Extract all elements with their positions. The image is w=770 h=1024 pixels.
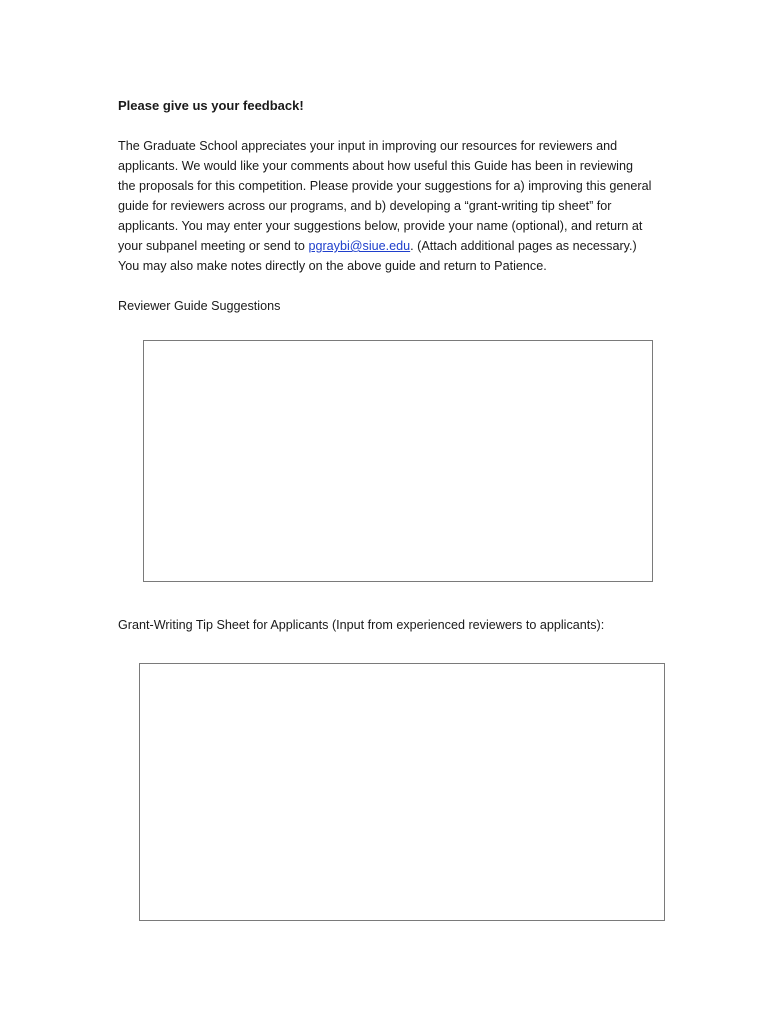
- intro-line: applicants. You may enter your suggestions below, provide your name (optional), and return at: [118, 219, 643, 233]
- reviewer-guide-label: Reviewer Guide Suggestions: [118, 299, 281, 313]
- tip-sheet-label: Grant-Writing Tip Sheet for Applicants (Input from experienced reviewers to applicants):: [118, 618, 605, 632]
- intro-paragraph: [118, 136, 668, 276]
- feedback-heading: Please give us your feedback!: [118, 98, 304, 113]
- intro-line: The Graduate School appreciates your input in improving our resources for reviewers and: [118, 139, 618, 153]
- tip-sheet-field[interactable]: [139, 663, 665, 921]
- intro-line: the proposals for this competition. Please provide your suggestions for a) improving this general: [118, 179, 652, 193]
- intro-line: You may also make notes directly on the above guide and return to Patience.: [118, 259, 547, 273]
- email-link[interactable]: pgraybi@siue.edu: [308, 239, 411, 253]
- intro-text-before-email: your subpanel meeting or send to: [118, 239, 309, 253]
- intro-line-with-email: [118, 236, 668, 256]
- reviewer-guide-suggestions-field[interactable]: [143, 340, 653, 582]
- intro-text-after-email: . (Attach additional pages as necessary.): [410, 239, 637, 253]
- intro-line: guide for reviewers across our programs, and b) developing a “grant-writing tip sheet” for: [118, 199, 612, 213]
- intro-line: applicants. We would like your comments about how useful this Guide has been in reviewing: [118, 159, 633, 173]
